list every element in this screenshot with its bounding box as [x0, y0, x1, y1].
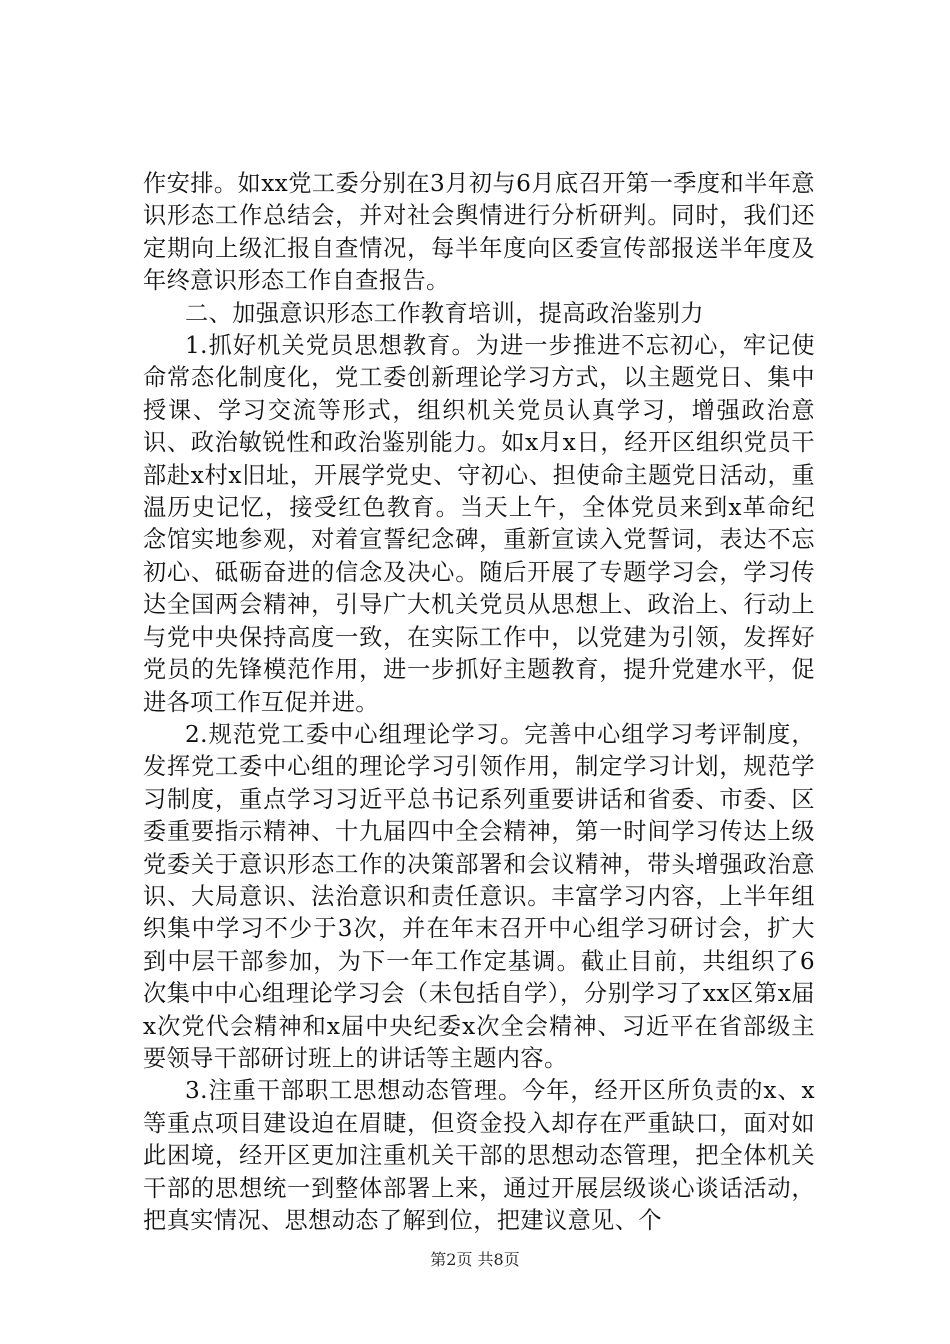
document-body: [143, 168, 815, 1237]
paragraph-item-1: 1.抓好机关党员思想教育。为进一步推进不忘初心，牢记使命常态化制度化，党工委创新理论学习方式，以主题党日、集中授课、学习交流等形式，组织机关党员认真学习，增强政治意识、政治敏锐性和政治鉴别能力。如x月x日，经开区组织党员干部赴x村x旧址，开展学党史、守初心、担使命主题党日活动，重温历史记忆，接受红色教育。当天上午，全体党员来到x革命纪念馆实地参观，对着宣誓纪念碑，重新宣读入党誓词，表达不忘初心、砥砺奋进的信念及决心。随后开展了专题学习会，学习传达全国两会精神，引导广大机关党员从思想上、政治上、行动上与党中央保持高度一致，在实际工作中，以党建为引领，发挥好党员的先锋模范作用，进一步抓好主题教育，提升党建水平，促进各项工作互促并进。: [143, 332, 815, 716]
section-heading: 二、加强意识形态工作教育培训，提高政治鉴别力: [185, 299, 704, 327]
paragraph-continued: 作安排。如xx党工委分别在3月初与6月底召开第一季度和半年意识形态工作总结会，并对社会舆情进行分析研判。同时，我们还定期向上级汇报自查情况，每半年度向区委宣传部报送半年度及年终意识形态工作自查报告。: [143, 170, 815, 295]
paragraph-item-2: 2.规范党工委中心组理论学习。完善中心组学习考评制度，发挥党工委中心组的理论学习引领作用，制定学习计划，规范学习制度，重点学习习近平总书记系列重要讲话和省委、市委、区委重要指示精神、十九届四中全会精神，第一时间学习传达上级党委关于意识形态工作的决策部署和会议精神，带头增强政治意识、大局意识、法治意识和责任意识。丰富学习内容，上半年组织集中学习不少于3次，并在年末召开中心组学习研讨会，扩大到中层干部参加，为下一年工作定基调。截止目前，共组织了6次集中中心组理论学习会（未包括自学），分别学习了xx区第x届x次党代会精神和x届中央纪委x次全会精神、习近平在省部级主要领导干部研讨班上的讲话等主题内容。: [143, 720, 815, 1072]
page-number-footer: 第2页 共8页: [430, 1250, 520, 1269]
paragraph-item-3: 3.注重干部职工思想动态管理。今年，经开区所负责的x、x等重点项目建设迫在眉睫，但资金投入却存在严重缺口，面对如此困境，经开区更加注重机关干部的思想动态管理，把全体机关干部的思想统一到整体部署上来，通过开展层级谈心谈话活动，把真实情况、思想动态了解到位，把建议意见、个: [143, 1077, 815, 1234]
